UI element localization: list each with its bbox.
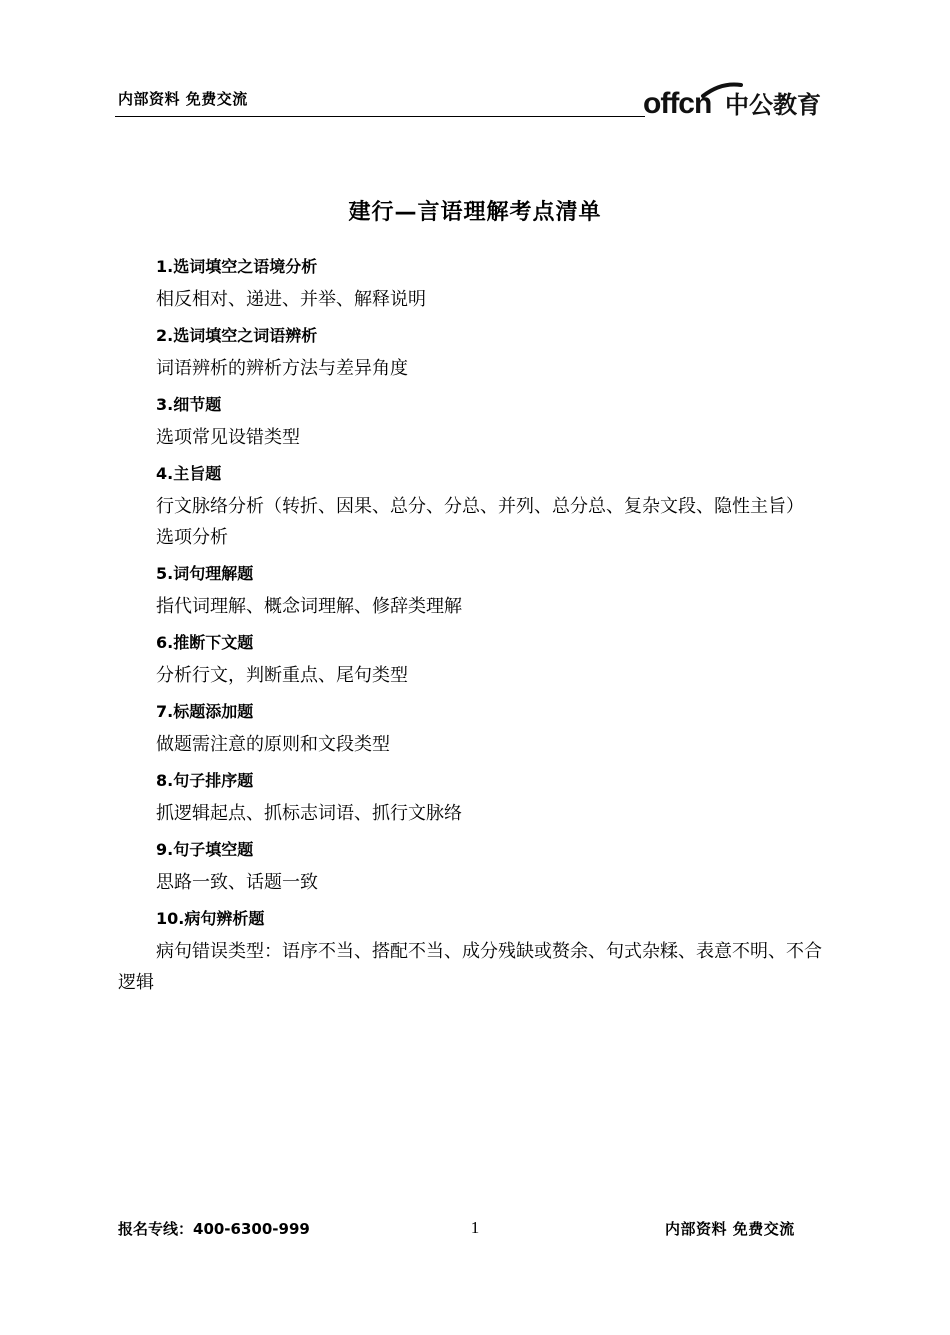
outline-section — [118, 907, 838, 998]
section-heading: 4.主旨题 — [156, 464, 222, 483]
section-body-line: 抓逻辑起点、抓标志词语、抓行文脉络 — [156, 803, 462, 824]
section-heading: 5.词句理解题 — [156, 564, 254, 583]
section-body-line: 选项分析 — [156, 527, 228, 548]
outline-section — [118, 631, 838, 691]
outline-section — [118, 324, 838, 384]
outline-section — [118, 700, 838, 760]
section-body-line: 分析行文，判断重点、尾句类型 — [156, 665, 408, 686]
section-body-line: 行文脉络分析（转折、因果、总分、分总、并列、总分总、复杂文段、隐性主旨） — [156, 496, 804, 517]
section-heading: 9.句子填空题 — [156, 840, 254, 859]
section-heading: 10.病句辨析题 — [156, 909, 265, 928]
footer-hotline: 报名专线：400-6300-999 — [118, 1220, 310, 1238]
section-body-line: 思路一致、话题一致 — [156, 872, 318, 893]
section-heading: 6.推断下文题 — [156, 633, 254, 652]
logo-latin-text: offcn — [643, 87, 712, 120]
section-body-line: 指代词理解、概念词理解、修辞类理解 — [156, 596, 462, 617]
page-number: 1 — [470, 1218, 480, 1237]
section-body-line: 做题需注意的原则和文段类型 — [156, 734, 390, 755]
section-heading: 7.标题添加题 — [156, 702, 254, 721]
logo-cn-text: 中公教育 — [725, 91, 821, 119]
section-body-line: 选项常见设错类型 — [156, 427, 300, 448]
outline-section — [118, 769, 838, 829]
footer-right-text: 内部资料 免费交流 — [665, 1220, 795, 1238]
outline-content — [118, 252, 838, 998]
offcn-logo — [643, 80, 838, 120]
section-body-line: 相反相对、递进、并举、解释说明 — [156, 289, 426, 310]
section-heading: 1.选词填空之语境分析 — [156, 257, 318, 276]
outline-section — [118, 562, 838, 622]
outline-section — [118, 393, 838, 453]
document-title: 建行—言语理解考点清单 — [348, 200, 602, 225]
outline-section — [118, 255, 838, 315]
header-divider — [115, 116, 645, 117]
section-heading: 2.选词填空之词语辨析 — [156, 326, 318, 345]
outline-section — [118, 838, 838, 898]
section-heading: 3.细节题 — [156, 395, 222, 414]
section-heading: 8.句子排序题 — [156, 771, 254, 790]
section-body-paragraph: 病句错误类型：语序不当、搭配不当、成分残缺或赘余、句式杂糅、表意不明、不合逻辑 — [118, 941, 822, 993]
section-body-line: 词语辨析的辨析方法与差异角度 — [156, 358, 408, 379]
header-left-text: 内部资料 免费交流 — [118, 90, 248, 108]
outline-section — [118, 462, 838, 553]
